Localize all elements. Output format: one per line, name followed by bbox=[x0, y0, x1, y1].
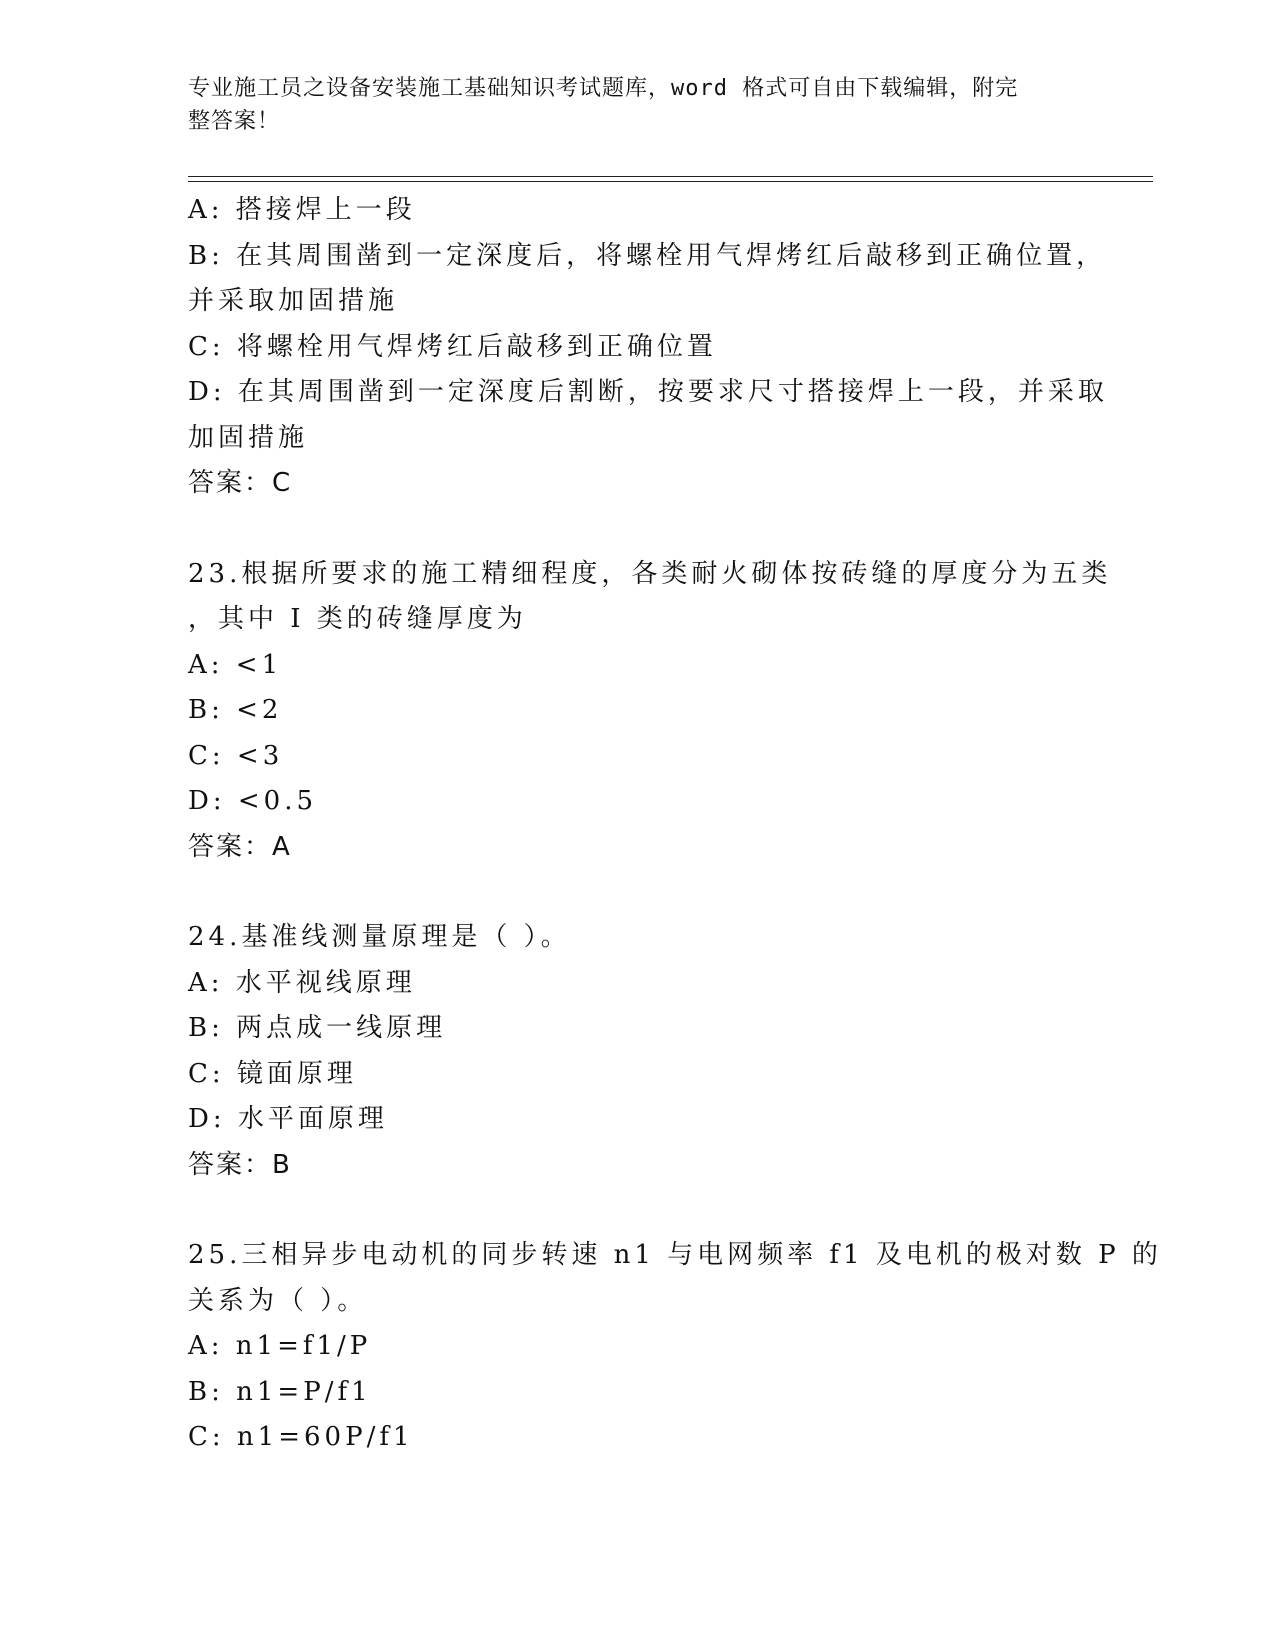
option-c: C: n1=60P/f1 bbox=[188, 1422, 414, 1452]
spacer bbox=[188, 870, 1068, 915]
header-line-1: 专业施工员之设备安装施工基础知识考试题库，word 格式可自由下载编辑，附完 bbox=[188, 76, 1019, 101]
option-a: A: <1 bbox=[188, 649, 283, 680]
header-divider-bottom bbox=[188, 181, 1153, 182]
option-b-continued: 并采取加固措施 bbox=[188, 286, 399, 316]
question-stem: 24.基准线测量原理是（ ）。 bbox=[188, 922, 571, 952]
option-c: C: 镜面原理 bbox=[188, 1058, 357, 1089]
option-c: C: <3 bbox=[188, 740, 284, 771]
option-b: B: n1=P/f1 bbox=[188, 1376, 372, 1407]
question-23 bbox=[188, 552, 1112, 871]
option-b: B: 在其周围凿到一定深度后，将螺栓用气焊烤红后敲移到正确位置， bbox=[188, 240, 1107, 271]
option-d: D: 在其周围凿到一定深度后割断，按要求尺寸搭接焊上一段，并采取 bbox=[188, 377, 1108, 407]
answer: 答案：C bbox=[188, 468, 293, 498]
option-c: C: 将螺栓用气焊烤红后敲移到正确位置 bbox=[188, 331, 717, 362]
question-24 bbox=[188, 915, 1068, 1188]
header-divider-top bbox=[188, 176, 1153, 177]
spacer bbox=[188, 507, 1068, 552]
option-d: D: 水平面原理 bbox=[188, 1104, 388, 1134]
option-a: A: n1=f1/P bbox=[188, 1331, 372, 1361]
document-header bbox=[188, 72, 1068, 138]
option-b: B: <2 bbox=[188, 695, 283, 725]
option-b: B: 两点成一线原理 bbox=[188, 1013, 447, 1043]
question-content bbox=[188, 188, 1162, 1461]
option-d: D: <0.5 bbox=[188, 786, 318, 816]
question-stem: 23.根据所要求的施工精细程度，各类耐火砌体按砖缝的厚度分为五类 bbox=[188, 558, 1112, 589]
spacer bbox=[188, 1188, 1068, 1233]
answer: 答案：B bbox=[188, 1149, 292, 1180]
option-d-continued: 加固措施 bbox=[188, 422, 309, 453]
option-a: A: 水平视线原理 bbox=[188, 967, 416, 998]
question-stem: 25.三相异步电动机的同步转速 n1 与电网频率 f1 及电机的极对数 P 的 bbox=[188, 1240, 1162, 1270]
answer: 答案：A bbox=[188, 831, 292, 862]
question-stem-continued: 关系为（ ）。 bbox=[188, 1285, 368, 1316]
question-25 bbox=[188, 1233, 1162, 1461]
option-a: A: 搭接焊上一段 bbox=[188, 195, 416, 225]
question-stem-continued: ，其中 I 类的砖缝厚度为 bbox=[188, 604, 527, 634]
question-22 bbox=[188, 188, 1108, 507]
header-line-2: 整答案！ bbox=[188, 109, 281, 134]
